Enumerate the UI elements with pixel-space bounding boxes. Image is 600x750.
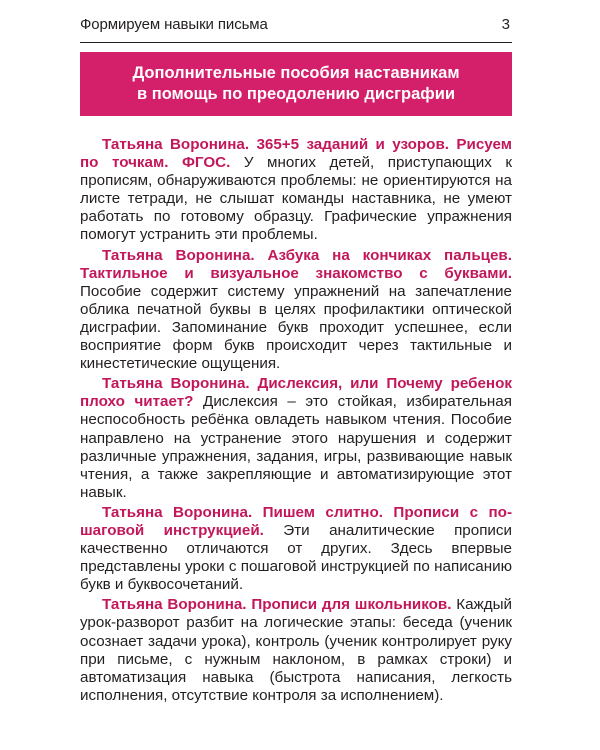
banner-line-1: Дополнительные пособия наставникам: [132, 64, 460, 82]
book-description: Пособие содержит систему упражнений на запечатление облика печатной буквы в целях профилактики оптической дисграфии. Запоминание букв проходит успешнее, если восприятие форм букв происходит через тактильные и кинестетические ощущения.: [80, 282, 512, 373]
book-title: Татьяна Воронина. Пишем слитно. Прописи с пошаговой инструкцией.: [80, 503, 512, 539]
book-entry: [80, 247, 512, 374]
book-description: Дислексия – это стойкая, избирательная неспособность ребёнка овладеть навыком чтения. Пособие направлено на устранение этого нарушения и содержит различные упражнения, задания, игры, развивающие навык чтения, а также закрепляющие и автоматизирующие этот навык.: [80, 393, 512, 501]
book-entry: [80, 504, 512, 594]
book-description: У многих детей, приступающих к прописям, обнаруживаются проблемы: не ориентируются на листе тетради, не слышат команды наставника, не умеют работать по готовому образцу. Графические упражнения помогут устранить эти проблемы.: [80, 154, 513, 244]
book-entry: [80, 375, 512, 502]
book-title: Татьяна Воронина. Прописи для школьников.: [102, 596, 452, 614]
book-title: Татьяна Воронина. Дислексия, или Почему ребенок плохо читает?: [80, 375, 512, 411]
section-title: Формируем навыки письма: [80, 16, 268, 33]
section-banner: [80, 52, 512, 116]
book-title: Татьяна Воронина. 365+5 заданий и узоров. Рисуем по точкам. ФГОС.: [80, 136, 512, 172]
banner-line-2: в помощь по преодолению дисграфии: [137, 85, 455, 103]
book-description: Каждый урок-разворот разбит на логические этапы: беседа (ученик осознает задачи урока), контроль (ученик контролирует руку при письме, с нужным наклоном, в рамках строки) и автоматизация навыка (быстрота написания, легкость исполнения, отсутствие контроля за исполнением).: [80, 596, 512, 704]
book-entry: [80, 596, 512, 705]
book-title: Татьяна Воронина. Азбука на кончиках пальцев. Тактильное и визуальное знакомство с буквами.: [80, 246, 512, 282]
book-list: [80, 136, 512, 707]
page-number: 3: [501, 16, 510, 33]
book-description: Эти аналитические прописи качественно отличаются от других. Здесь впервые представлены уроки с пошаговой инструкцией по написанию букв и буквосочетаний.: [80, 521, 512, 594]
running-header: [80, 10, 512, 43]
book-entry: [80, 136, 512, 245]
